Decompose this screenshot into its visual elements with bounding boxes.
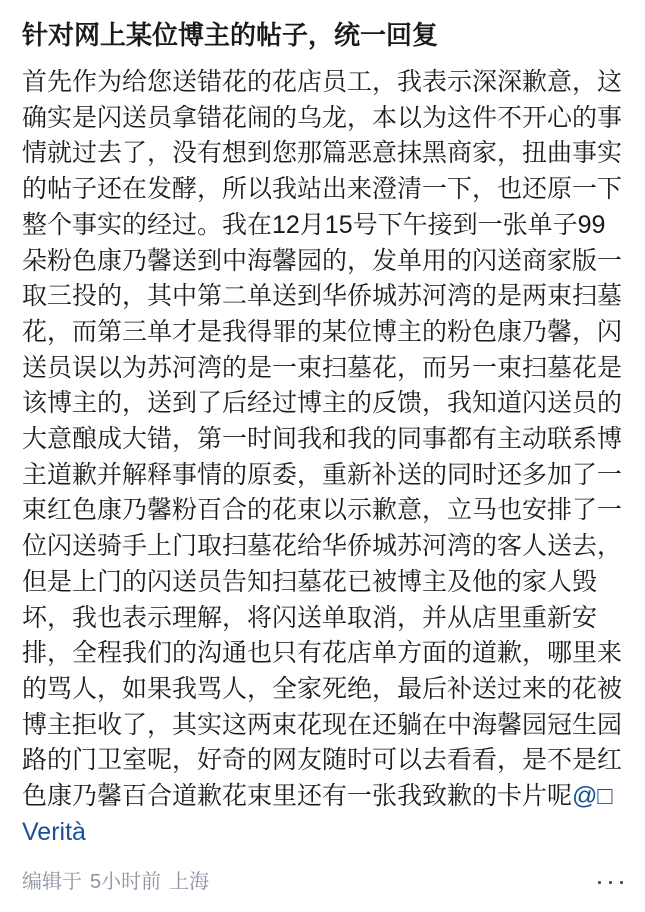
ellipsis-dot [609, 881, 612, 884]
ellipsis-icon [598, 881, 623, 884]
edit-time: 5小时前 [90, 871, 162, 893]
post-title: 针对网上某位博主的帖子，统一回复 [22, 20, 439, 50]
mention-link[interactable]: @□Verità [22, 782, 613, 846]
more-options-button[interactable] [590, 871, 631, 894]
post-footer [22, 866, 631, 898]
ellipsis-dot [620, 881, 623, 884]
post-body-text: 首先作为给您送错花的花店员工，我表示深深歉意，这确实是闪送员拿错花闹的乌龙，本以为这件不开心的事情就过去了，没有想到您那篇恶意抹黑商家，扭曲事实的帖子还在发酵，所以我站出来澄清一下，也还原一下整个事实的经过。我在12月15号下午接到一张单子99朵粉色康乃馨送到中海馨园的，发单用的闪送商家版一取三投的，其中第二单送到华侨城苏河湾的是两束扫墓花，而第三单才是我得罪的某位博主的粉色康乃馨，闪送员误以为苏河湾的是一束扫墓花，而另一束扫墓花是该博主的，送到了后经过博主的反馈，我知道闪送员的大意酿成大错，第一时间我和我的同事都有主动联系博主道歉并解释事情的原委，重新补送的同时还多加了一束红色康乃馨粉百合的花束以示歉意，立马也安排了一位闪送骑手上门取扫墓花给华侨城苏河湾的客人送去，但是上门的闪送员告知扫墓花已被博主及他的家人毁坏，我也表示理解，将闪送单取消，并从店里重新安排，全程我们的沟通也只有花店单方面的道歉，哪里来的骂人，如果我骂人，全家死绝，最后补送过来的花被博主拒收了，其实这两束花现在还躺在中海馨园冠生园路的门卫室呢，好奇的网友随时可以去看看，是不是红色康乃馨百合道歉花束里还有一张我致歉的卡片呢 [22, 68, 623, 811]
edit-location: 上海 [169, 871, 210, 893]
edited-label: 编辑于 [22, 871, 82, 893]
post-body [22, 65, 623, 850]
ellipsis-dot [598, 881, 601, 884]
edit-status [22, 868, 209, 896]
